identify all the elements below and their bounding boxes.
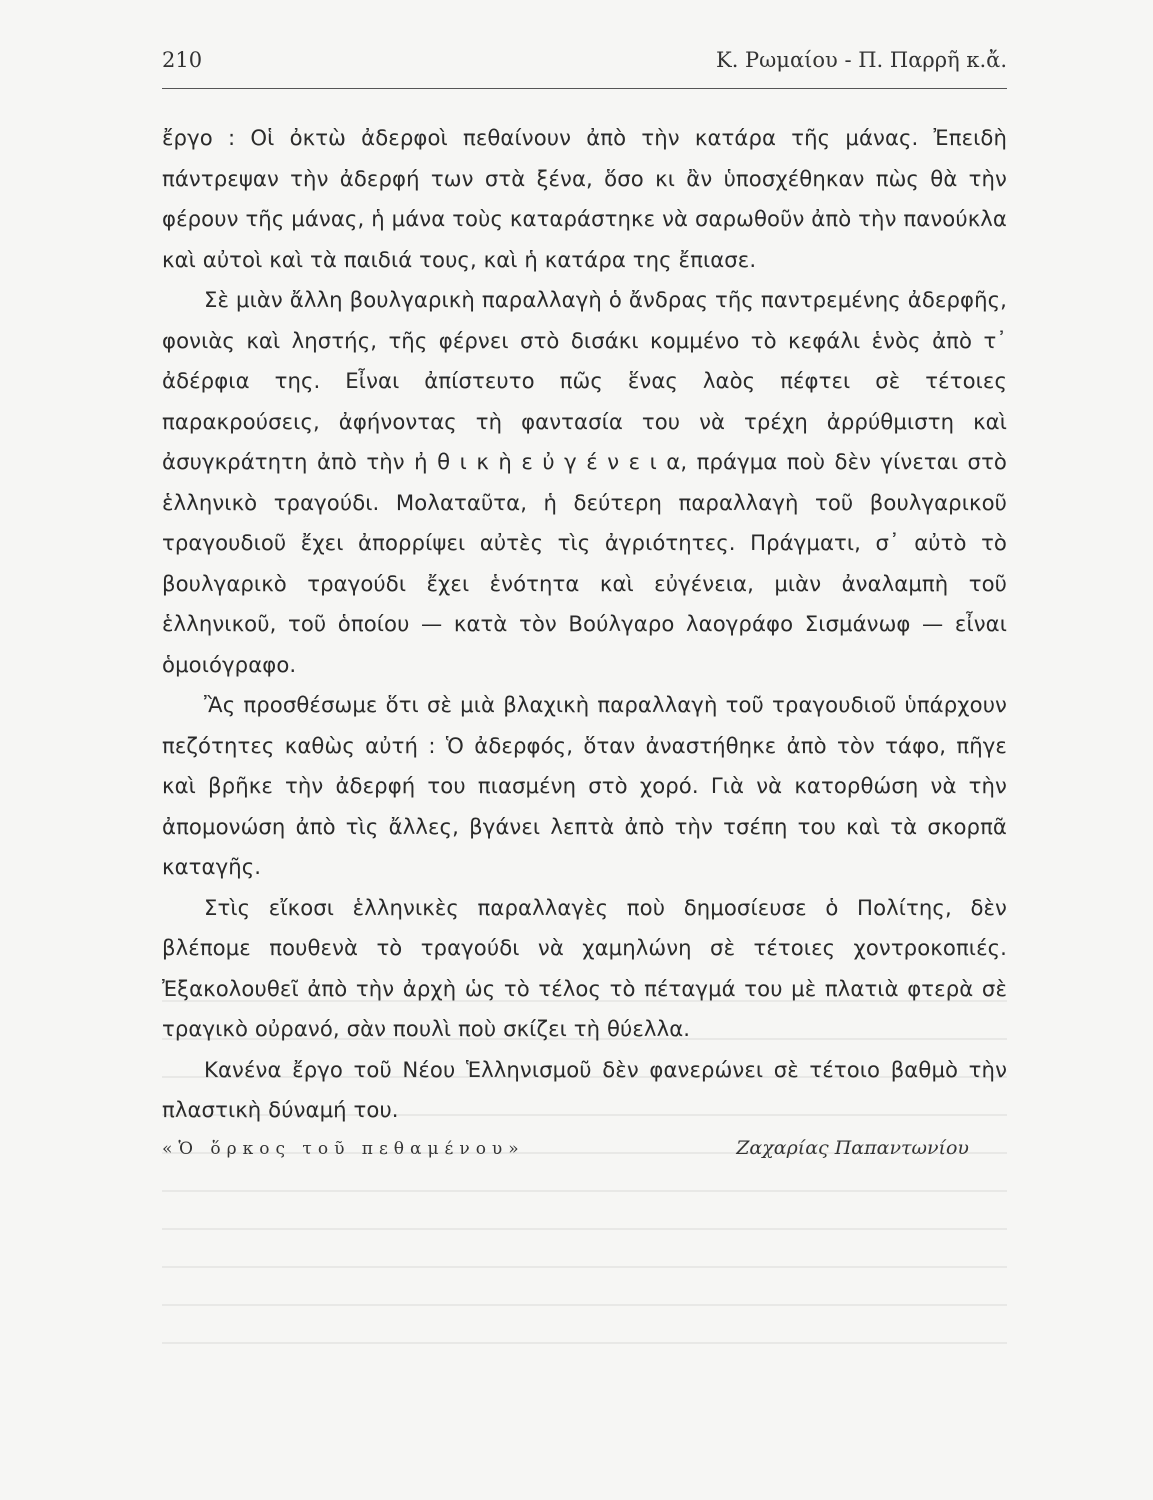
header-authors: Κ. Ρωμαίου - Π. Παρρῆ κ.ἄ.	[716, 48, 1007, 72]
paragraph-2: Σὲ μιὰν ἄλλη βουλγαρικὴ παραλλαγὴ ὁ ἄνδρας τῆς παντρεμένης ἀδερφῆς, φονιὰς καὶ ληστής, τῆς φέρνει στὸ δισάκι κομμένο τὸ κεφάλι ἑνὸς ἀπὸ τ᾽ ἀδέρφια της. Εἶναι ἀπίστευτο πῶς ἕνας λαὸς πέφτει σὲ τέτοιες παρακρούσεις, ἀφήνοντας τὴ φαντασία του νὰ τρέχη ἀρρύθμιστη καὶ ἀσυγκράτητη ἀπὸ τὴν ἠ θ ι κ ὴ ε ὐ γ έ ν ε ι α, πράγμα ποὺ δὲν γίνεται στὸ ἑλληνικὸ τραγούδι. Μολαταῦτα, ἡ δεύτερη παραλλαγὴ τοῦ βουλγαρικοῦ τραγουδιοῦ ἔχει ἀπορρίψει αὐτὲς τὶς ἀγριότητες. Πράγματι, σ᾽ αὐτὸ τὸ βουλγαρικὸ τραγούδι ἔχει ἑνότητα καὶ εὐγένεια, μιὰν ἀναλαμπὴ τοῦ ἑλληνικοῦ, τοῦ ὁποίου — κατὰ τὸν Βούλγαρο λαογράφο Σισμάνωφ — εἶναι ὁμοιόγραφο.	[162, 287, 1007, 677]
paragraph-5: Κανένα ἔργο τοῦ Νέου Ἑλληνισμοῦ δὲν φανερώνει σὲ τέτοιο βαθμὸ τὴν πλαστικὴ δύναμή του.	[162, 1056, 1007, 1122]
running-header	[162, 48, 1007, 89]
source-title: «Ὁ ὅρκος τοῦ πεθαμένου»	[162, 1138, 525, 1159]
paragraph-1: ἔργο : Οἱ ὀκτὼ ἀδερφοὶ πεθαίνουν ἀπὸ τὴν κατάρα τῆς μάνας. Ἐπειδὴ πάντρεψαν τὴν ἀδερφή των στὰ ξένα, ὅσο κι ἂν ὑποσχέθηκαν πὼς θὰ τὴν φέρουν τῆς μάνας, ἡ μάνα τοὺς καταράστηκε νὰ σαρωθοῦν ἀπὸ τὴν πανούκλα καὶ αὐτοὶ καὶ τὰ παιδιά τους, καὶ ἡ κατάρα της ἔπιασε.	[162, 125, 1007, 272]
bleed-through-texture	[162, 1000, 1007, 1420]
page-number: 210	[162, 48, 203, 72]
paragraph-4: Στὶς εἴκοσι ἑλληνικὲς παραλλαγὲς ποὺ δημοσίευσε ὁ Πολίτης, δὲν βλέπομε πουθενὰ τὸ τραγούδι νὰ χαμηλώνη σὲ τέτοιες χοντροκοπιές. Ἐξακολουθεῖ ἀπὸ τὴν ἀρχὴ ὡς τὸ τέλος τὸ πέταγμά του μὲ πλατιὰ φτερὰ σὲ τραγικὸ οὐρανό, σὰν πουλὶ ποὺ σκίζει τὴ θύελλα.	[162, 894, 1007, 1041]
source-author: Ζαχαρίας Παπαντωνίου	[736, 1136, 969, 1159]
paragraph-3: Ἂς προσθέσωμε ὅτι σὲ μιὰ βλαχικὴ παραλλαγὴ τοῦ τραγουδιοῦ ὑπάρχουν πεζότητες καθὼς αὐτή : Ὁ ἀδερφός, ὅταν ἀναστήθηκε ἀπὸ τὸν τάφο, πῆγε καὶ βρῆκε τὴν ἀδερφή του πιασμένη στὸ χορό. Γιὰ νὰ κατορθώση νὰ τὴν ἀπομονώση ἀπὸ τὶς ἄλλες, βγάνει λεπτὰ ἀπὸ τὴν τσέπη του καὶ τὰ σκορπᾶ καταγῆς.	[162, 692, 1007, 879]
